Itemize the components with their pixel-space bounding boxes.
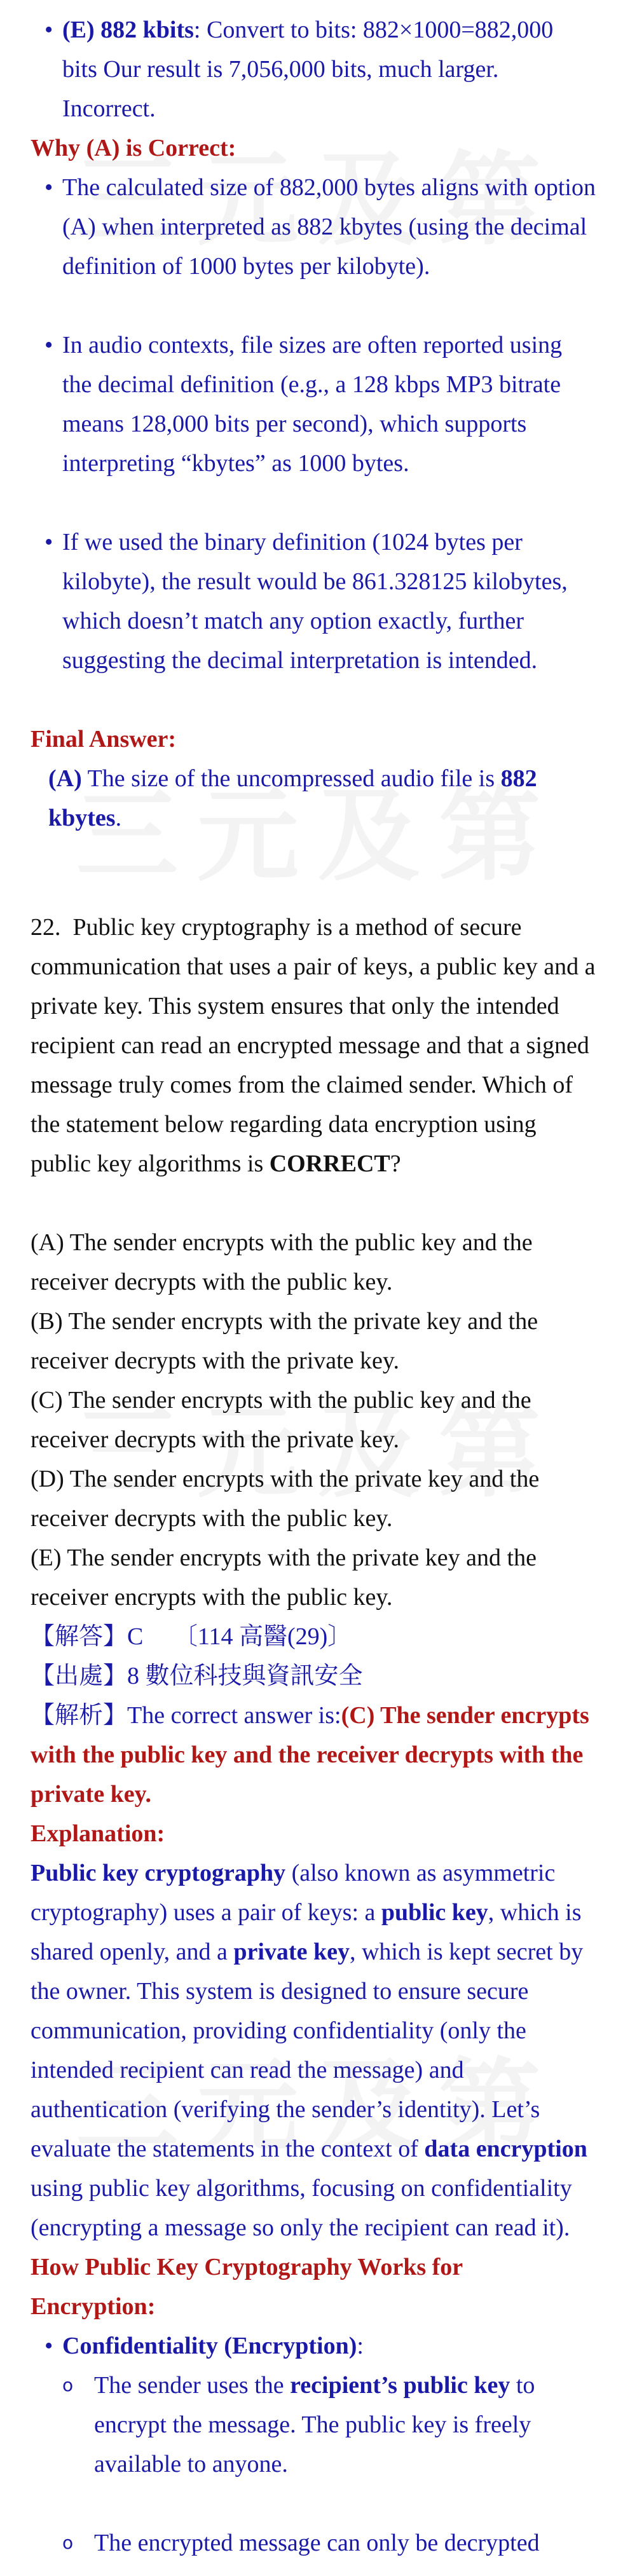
confidentiality-label: Confidentiality (Encryption) [62, 2333, 357, 2359]
explanation-text: , which is shared openly, and a [31, 1899, 582, 1965]
why-item: The calculated size of 882,000 bytes aligns with option (A) when interpreted as 882 kbytes (using the decimal definition of 1000 bytes per kilobyte). [62, 174, 596, 280]
final-answer-text: The size of the uncompressed audio file is [81, 765, 501, 792]
bullet: • [44, 17, 53, 43]
analysis-text: The correct answer is: [127, 1702, 341, 1729]
final-answer-heading: Final Answer: [31, 726, 177, 753]
explanation-text: using public key algorithms, focusing on confidentiality (encrypting a message so only the recipient can read it). [31, 2175, 572, 2241]
explanation-term: private key [233, 1939, 350, 1965]
question-text: Public key cryptography is a method of secure communication that uses a pair of keys, a public key and a private key. This system ensures that only the intended recipient can read an encrypted message and that a signed message truly comes from the claimed sender. Which of the statement below regarding data encryption using public key algorithms is [31, 914, 596, 1177]
answer-source: 〔114 高醫(29)〕 [173, 1623, 352, 1650]
final-answer-value: 882 kbytes [48, 765, 537, 831]
sub-item-bold: recipient’s public key [290, 2372, 510, 2399]
sub-item [94, 2523, 603, 2563]
explanation-heading: Explanation: [31, 1820, 165, 1847]
option-c: (C) The sender encrypts with the public key and the receiver decrypts with the private key. [31, 1387, 531, 1453]
origin-line [31, 1656, 603, 1696]
option-d: (D) The sender encrypts with the private key and the receiver decrypts with the public key. [31, 1466, 540, 1532]
option-a: (A) The sender encrypts with the public key and the receiver decrypts with the public key. [31, 1229, 533, 1295]
option-e-text: : Convert to bits: 882×1000=882,000 bits Our result is 7,056,000 bits, much larger. Incorrect. [62, 17, 554, 122]
sub-item-text: The sender uses the [94, 2372, 291, 2399]
why-heading: Why (A) is Correct: [31, 135, 236, 161]
bullet: • [44, 2333, 53, 2359]
sub-bullet-icon: o [62, 2532, 74, 2553]
final-answer [48, 759, 608, 838]
explanation-text: , which is kept secret by the owner. This system is designed to ensure secure communication, providing confidentiality (only the intended recipient can read the message) and authentication (verifying the sender’s identity). Let’s evaluate the statements in the context of [31, 1939, 584, 2162]
sub-item-text: The encrypted message can only be decrypted [94, 2530, 540, 2556]
final-answer-label: (A) [48, 765, 82, 792]
answer-value: C [127, 1623, 144, 1650]
why-item: If we used the binary definition (1024 bytes per kilobyte), the result would be 861.328125 kilobytes, which doesn’t match any option exactly, further suggesting the decimal interpretation is intended. [62, 529, 568, 674]
final-answer-end: . [115, 805, 122, 831]
sub-item [94, 2366, 603, 2484]
confidentiality-end: : [357, 2333, 364, 2359]
bullet: • [44, 332, 53, 358]
how-heading: How Public Key Cryptography Works for Encryption: [31, 2254, 463, 2320]
explanation-paragraph [31, 1853, 603, 2247]
explanation-term: public key [381, 1899, 488, 1926]
explanation-term: Public key cryptography [31, 1860, 286, 1886]
explanation-text: (also known as asymmetric cryptography) uses a pair of keys: a [31, 1860, 556, 1926]
origin-tag: 【出處】 [31, 1663, 128, 1689]
question-number: 22. [31, 914, 61, 941]
why-item: In audio contexts, file sizes are often reported using the decimal definition (e.g., a 128 kbps MP3 bitrate means 128,000 bits per second), which supports interpreting “kbytes” as 1000 bytes. [62, 332, 563, 477]
question-stem [31, 908, 603, 1183]
origin-value: 8 數位科技與資訊安全 [127, 1663, 363, 1689]
answer-tag: 【解答】 [31, 1623, 128, 1650]
sub-item-text: to encrypt the message. The public key is freely available to anyone. [94, 2372, 535, 2477]
analysis-tag: 【解析】 [31, 1702, 128, 1729]
sub-bullet-icon: o [62, 2375, 74, 2395]
answer-line [31, 1617, 603, 1656]
analysis-line [31, 1696, 603, 1814]
bullet: • [44, 174, 53, 201]
option-e-label: (E) 882 kbits [62, 17, 194, 43]
option-e: (E) The sender encrypts with the private key and the receiver encrypts with the public key. [31, 1544, 537, 1611]
explanation-term: data encryption [424, 2136, 587, 2162]
question-stem-end: ? [390, 1150, 401, 1177]
confidentiality-item [62, 2326, 609, 2366]
question-emphasis: CORRECT [269, 1150, 390, 1177]
option-b: (B) The sender encrypts with the private key and the receiver decrypts with the private key. [31, 1308, 538, 1374]
bullet: • [44, 529, 53, 555]
option-e-evaluation [62, 10, 584, 128]
analysis-answer: (C) The sender encrypts with the public key and the receiver decrypts with the private key. [31, 1702, 589, 1808]
